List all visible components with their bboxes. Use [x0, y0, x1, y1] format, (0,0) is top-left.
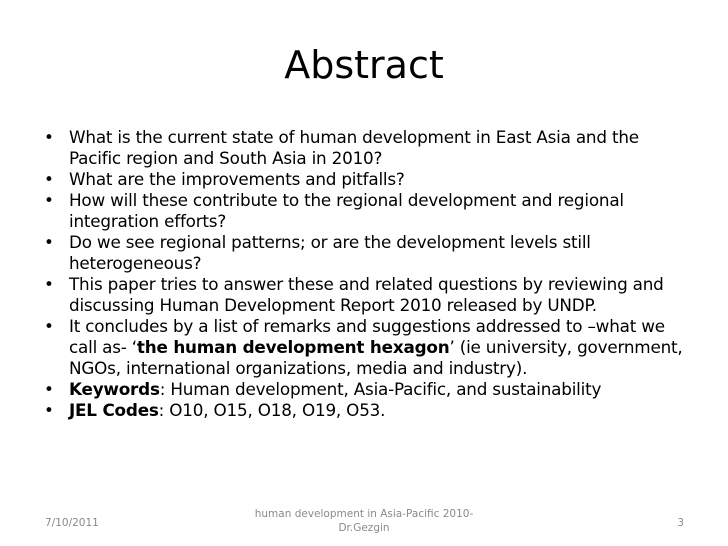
bullet-dot: •: [44, 127, 54, 147]
bullet-dot: •: [44, 316, 54, 336]
bullet-item-keywords: [44, 379, 684, 400]
keywords-label: Keywords: [69, 379, 160, 399]
jel-codes-value: : O10, O15, O18, O19, O53.: [158, 400, 386, 420]
bullet-text: This paper tries to answer these and related questions by reviewing and discussing Human Development Report 2010 released by UNDP.: [69, 274, 664, 315]
bullet-list: [44, 127, 684, 421]
page-number: 3: [677, 517, 684, 529]
bullet-item-regional-contribution: [44, 190, 684, 232]
bullet-text-post: ’ (ie university, government, NGOs, international organizations, media and industry).: [69, 337, 683, 378]
bullet-dot: •: [44, 190, 54, 210]
bullet-item-regional-patterns: [44, 232, 684, 274]
hexagon-term: the human development hexagon: [136, 337, 450, 357]
jel-codes-label: JEL Codes: [69, 400, 159, 420]
bullet-item-paper-scope: [44, 274, 684, 316]
bullet-dot: •: [44, 400, 54, 420]
bullet-dot: •: [44, 169, 54, 189]
keywords-value: : Human development, Asia-Pacific, and sustainability: [159, 379, 602, 399]
bullet-dot: •: [44, 274, 54, 294]
bullet-item-conclusion: [44, 316, 684, 379]
bullet-text: Do we see regional patterns; or are the development levels still heterogeneous?: [69, 232, 591, 273]
footer-date: 7/10/2011: [45, 517, 99, 529]
footer-caption-line2: Dr.Gezgin: [338, 522, 390, 534]
bullet-dot: •: [44, 379, 54, 399]
bullet-text: What is the current state of human development in East Asia and the Pacific region and South Asia in 2010?: [69, 127, 639, 168]
footer-caption-line1: human development in Asia-Pacific 2010-: [254, 508, 474, 520]
bullet-text-pre: It concludes by a list of remarks and suggestions addressed to –what we call as- ‘: [69, 316, 665, 357]
bullet-text: What are the improvements and pitfalls?: [69, 169, 405, 189]
footer-caption: [248, 507, 480, 535]
bullet-dot: •: [44, 232, 54, 252]
bullet-item-improvements: [44, 169, 684, 190]
bullet-text: How will these contribute to the regional development and regional integration efforts?: [69, 190, 624, 231]
bullet-item-current-state: [44, 127, 684, 169]
bullet-item-jel-codes: [44, 400, 684, 421]
slide-title: Abstract: [284, 43, 444, 87]
